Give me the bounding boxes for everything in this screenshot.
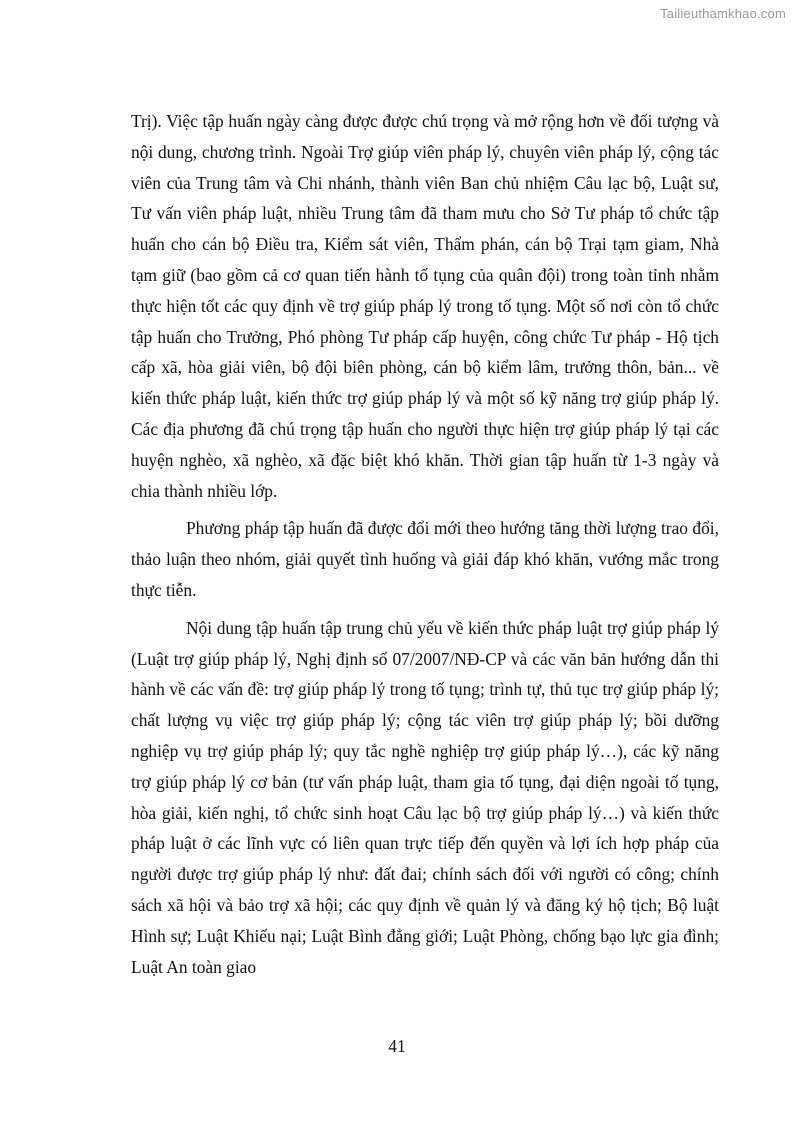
page-body bbox=[131, 106, 719, 982]
page-number: 41 bbox=[388, 1036, 406, 1056]
paragraph-training-scope: Trị). Việc tập huấn ngày càng được được chú trọng và mở rộng hơn về đối tượng và nội dung, chương trình. Ngoài Trợ giúp viên pháp lý, chuyên viên pháp lý, cộng tác viên của Trung tâm và Chi nhánh, thành viên Ban chủ nhiệm Câu lạc bộ, Luật sư, Tư vấn viên pháp luật, nhiều Trung tâm đã tham mưu cho Sở Tư pháp tổ chức tập huấn cho cán bộ Điều tra, Kiểm sát viên, Thẩm phán, cán bộ Trại tạm giam, Nhà tạm giữ (bao gồm cả cơ quan tiến hành tố tụng của quân đội) trong toàn tỉnh nhằm thực hiện tốt các quy định về trợ giúp pháp lý trong tố tụng. Một số nơi còn tổ chức tập huấn cho Trưởng, Phó phòng Tư pháp cấp huyện, công chức Tư pháp - Hộ tịch cấp xã, hòa giải viên, bộ đội biên phòng, cán bộ kiểm lâm, trưởng thôn, bản... về kiến thức pháp luật, kiến thức trợ giúp pháp lý và một số kỹ năng trợ giúp pháp lý. Các địa phương đã chú trọng tập huấn cho người thực hiện trợ giúp pháp lý tại các huyện nghèo, xã nghèo, xã đặc biệt khó khăn. Thời gian tập huấn từ 1-3 ngày và chia thành nhiều lớp. bbox=[131, 111, 719, 501]
paragraph-training-content: Nội dung tập huấn tập trung chủ yếu về kiến thức pháp luật trợ giúp pháp lý (Luật trợ giúp pháp lý, Nghị định số 07/2007/NĐ-CP và các văn bản hướng dẫn thi hành về các vấn đề: trợ giúp pháp lý trong tố tụng; trình tự, thủ tục trợ giúp pháp lý; chất lượng vụ việc trợ giúp pháp lý; cộng tác viên trợ giúp pháp lý; bồi dưỡng nghiệp vụ trợ giúp pháp lý; quy tắc nghề nghiệp trợ giúp pháp lý…), các kỹ năng trợ giúp pháp lý cơ bản (tư vấn pháp luật, tham gia tố tụng, đại diện ngoài tố tụng, hòa giải, kiến nghị, tổ chức sinh hoạt Câu lạc bộ trợ giúp pháp lý…) và kiến thức pháp luật ở các lĩnh vực có liên quan trực tiếp đến quyền và lợi ích hợp pháp của người được trợ giúp pháp lý như: đất đai; chính sách đối với người có công; chính sách xã hội và bảo trợ xã hội; các quy định về quản lý và đăng ký hộ tịch; Bộ luật Hình sự; Luật Khiếu nại; Luật Bình đẳng giới; Luật Phòng, chống bạo lực gia đình; Luật An toàn giao bbox=[131, 617, 719, 977]
watermark: Tailieuthamkhao.com bbox=[660, 6, 786, 21]
paragraph-training-method: Phương pháp tập huấn đã được đổi mới theo hướng tăng thời lượng trao đổi, thảo luận theo nhóm, giải quyết tình huống và giải đáp khó khăn, vướng mắc trong thực tiễn. bbox=[131, 518, 719, 600]
